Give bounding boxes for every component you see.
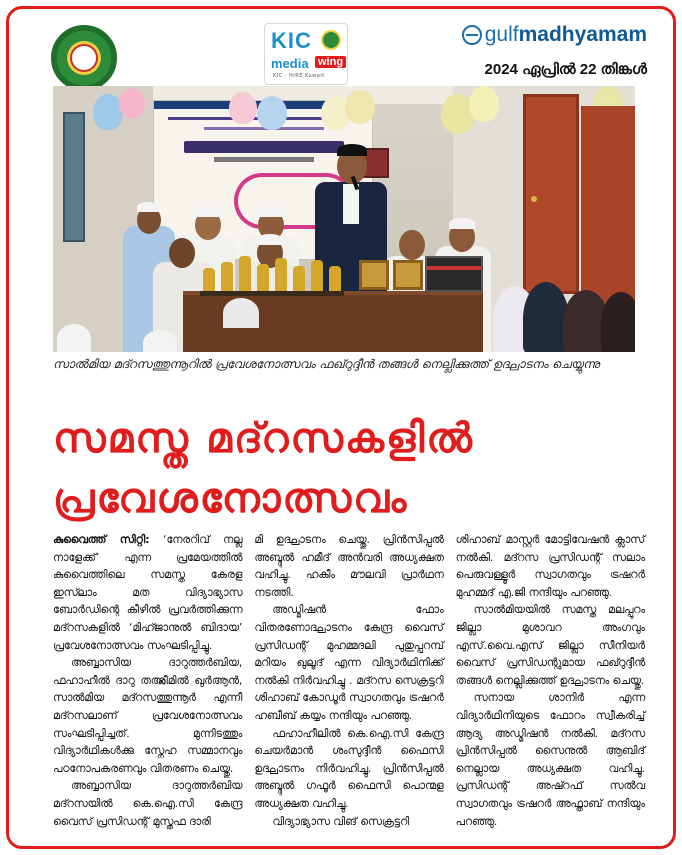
person-head (169, 238, 195, 268)
trophy-icon (293, 266, 305, 292)
banner-subtitle (214, 157, 314, 162)
kic-logo-text: KIC (271, 28, 312, 53)
audience-cap (143, 330, 177, 352)
gulf-madhyamam-masthead (462, 23, 647, 47)
event-photo (53, 86, 635, 352)
article-body (53, 531, 645, 830)
photo-caption: സാൽമിയ മദ്റസത്തുന്നൂറിൽ പ്രവേശനോത്സവം ഫഖ്റുദ്ദീൻ തങ്ങൾ നെല്ലിക്കുത്ത് ഉദ്ഘാടനം ചെയ്യുന്നു (53, 357, 600, 371)
trophy-icon (221, 262, 233, 292)
person-cap (258, 206, 284, 217)
article-paragraph: ശിഹാബ് മാസ്റ്റർ മോട്ടിവേഷൻ ക്ലാസ് നൽകി. മദ്റസ പ്രസിഡന്റ് സലാം പെരുവള്ളൂർ സ്വാഗതവും ട്രഷറർ മുഹമ്മദ് എ.ജി നന്ദിയും പറഞ്ഞു. (455, 533, 645, 599)
article-paragraph-text: ‘നേരറിവ് നല്ല നാളേക്ക്’ എന്ന പ്രമേയത്തിൽ കുവൈത്തിലെ സമസ്ത കേരള ഇസ്‍ലാം മത വിദ്യാഭ്യാസ ബോർഡിന്റെ കീഴിൽ പ്രവർത്തിക്കുന്ന മദ്റസകളിൽ ‘മിഹ്ജാനുൽ ബിദായ’ പ്രവേശനോത്സവം സംഘടിപ്പിച്ചു. (53, 533, 243, 652)
balloon (119, 88, 145, 118)
article-paragraph: അബ്ബാസിയ ദാറുത്തർബിയ, ഫഹാഹീൽ ദാറു തഅ്ലീമിൽ ഖുർആൻ, സാൽമിയ മദ്റസത്തുന്നൂർ എന്നീ മദ്റസലാണ് പ്രവേശനോത്സവം സംഘടിപ്പിച്ചത്. മുന്നിടത്തും വിദ്യാർഥികൾക്കു സ്നേഹ സമ്മാനവും പഠനോപകരണവും വിതരണം ചെയ്തു. (53, 656, 243, 775)
article-paragraph: അഡ്മിഷൻ ഫോം വിതരണോദ്ഘാടനം കേന്ദ്ര വൈസ് പ്രസിഡന്റ് മുഹമ്മദലി പുതുപ്പറമ്പ് മറിയം ഖുലൂദ് എന്ന വിദ്യാർഥിനിക്ക് നൽകി നിർവഹിച്ചു . മദ്റസ സെക്രട്ടറി ശിഹാബ് കോഡൂർ സ്വാഗതവും ട്രഷറർ ഹബീബ് കയ്യം നന്ദിയും പറഞ്ഞു. (254, 603, 444, 722)
door-frame (581, 106, 635, 306)
article-column-3 (456, 531, 645, 830)
emblem-center (70, 44, 98, 72)
gift-box-stripe (427, 266, 481, 270)
balloon (229, 92, 257, 124)
person-cap (257, 234, 283, 245)
trophy-icon (311, 260, 323, 292)
article-column-1 (53, 531, 242, 830)
banner-title (184, 141, 344, 153)
article-paragraph: സനായ ശാനിർ എന്ന വിദ്യാർഥിനിയുടെ ഫോറം സ്വീകരിച്ച് ആദ്യ അഡ്മിഷൻ നൽകി. മദ്റസ പ്രിൻസിപ്പൽ സൈനുൽ ആബിദ് നെല്ലായ അധ്യക്ഷത വഹിച്ചു. പ്രസിഡന്റ് അഷ്റഫ് സൽവ സ്വാഗതവും ട്രഷറർ അഫ്താബ് നന്ദിയും പറഞ്ഞു. (455, 691, 645, 828)
media-logo-text: media (271, 56, 309, 71)
globe-icon (462, 25, 482, 45)
kic-media-wing-logo (264, 23, 348, 85)
person-cap (195, 206, 221, 217)
kic-emblem-icon (321, 30, 341, 50)
trophy-icon (329, 266, 341, 292)
balloon (257, 96, 287, 130)
article-paragraph: സാൽമിയയിൽ സമസ്ത മലപ്പുറം ജില്ലാ മുശാവറ അംഗവും എസ്.വൈ.എസ് ജില്ലാ സീനിയർ വൈസ് പ്രസിഡന്റുമായ ഫഖ്റുദ്ദീൻ തങ്ങൾ നെല്ലിക്കുത്ത് ഉദ്ഘാടനം ചെയ്തു. (455, 603, 645, 687)
headline (53, 408, 643, 528)
door (523, 94, 579, 294)
audience-person (601, 292, 635, 352)
trophy-icon (203, 268, 215, 292)
article-paragraph: വിദ്യാഭ്യാസ വിങ് സെക്രട്ടറി (272, 814, 410, 828)
headline-line-1: സമസ്ത മദ്റസകളിൽ (53, 414, 474, 462)
trophy-icon (239, 256, 251, 292)
balloon (345, 90, 375, 124)
headline-line-2: പ്രവേശനോത്സവം (53, 474, 409, 522)
person-head (399, 230, 425, 260)
balloon (469, 86, 499, 122)
article-paragraph: അബ്ബാസിയ ദാറുത്തർബിയ മദ്റസയിൽ കെ.ഐ.സി കേന്ദ്ര വൈസ് പ്രസിഡന്റ് മുസ്തഫ ദാരി (53, 779, 243, 828)
logo-tagline: KIC · HIRE Kuwait (273, 73, 325, 79)
speaker-shirt (343, 184, 359, 224)
audience-cap (57, 324, 91, 352)
speaker-cap (337, 144, 367, 156)
publication-date: 2024 ഏപ്രിൽ 22 തിങ്കൾ (484, 61, 647, 78)
newspaper-clipping-frame (6, 6, 676, 849)
article-paragraph: ഫഹാഹീലിൽ കെ.ഐ.സി കേന്ദ്ര ചെയർമാൻ ശംസുദ്ദീൻ ഫൈസി ഉദ്ഘാടനം നിർവഹിച്ചു. പ്രിൻസിപ്പൽ അബ്ദുൽ ഗഫൂർ ഫൈസി പൊന്മള അധ്യക്ഷത വഹിച്ചു. (254, 726, 444, 810)
person-cap (137, 202, 161, 212)
plaque-icon (393, 260, 423, 290)
brand-suffix: madhyamam (518, 23, 647, 46)
organization-emblem-icon (51, 25, 117, 91)
photo-poster (63, 112, 85, 242)
door-knob (531, 196, 537, 202)
article-dateline: കുവൈത്ത് സിറ്റി: (53, 533, 150, 546)
audience-cap (223, 298, 259, 328)
person-cap (449, 218, 475, 229)
article-paragraph (53, 531, 242, 654)
wing-logo-text: wing (315, 56, 346, 68)
trophy-icon (275, 258, 287, 292)
plaque-icon (359, 260, 389, 290)
article-paragraph: മി ഉദ്ഘാടനം ചെയ്തു. പ്രിൻസിപ്പൽ അബ്ദുൽ ഹമീദ് അൻവരി അധ്യക്ഷത വഹിച്ചു. ഹകീം മൗലവി പ്രാർഥന നടത്തി. (254, 533, 444, 599)
article-column-2 (254, 531, 443, 830)
brand-prefix: gulf (484, 23, 519, 46)
gift-box (425, 256, 483, 292)
trophy-icon (257, 264, 269, 292)
